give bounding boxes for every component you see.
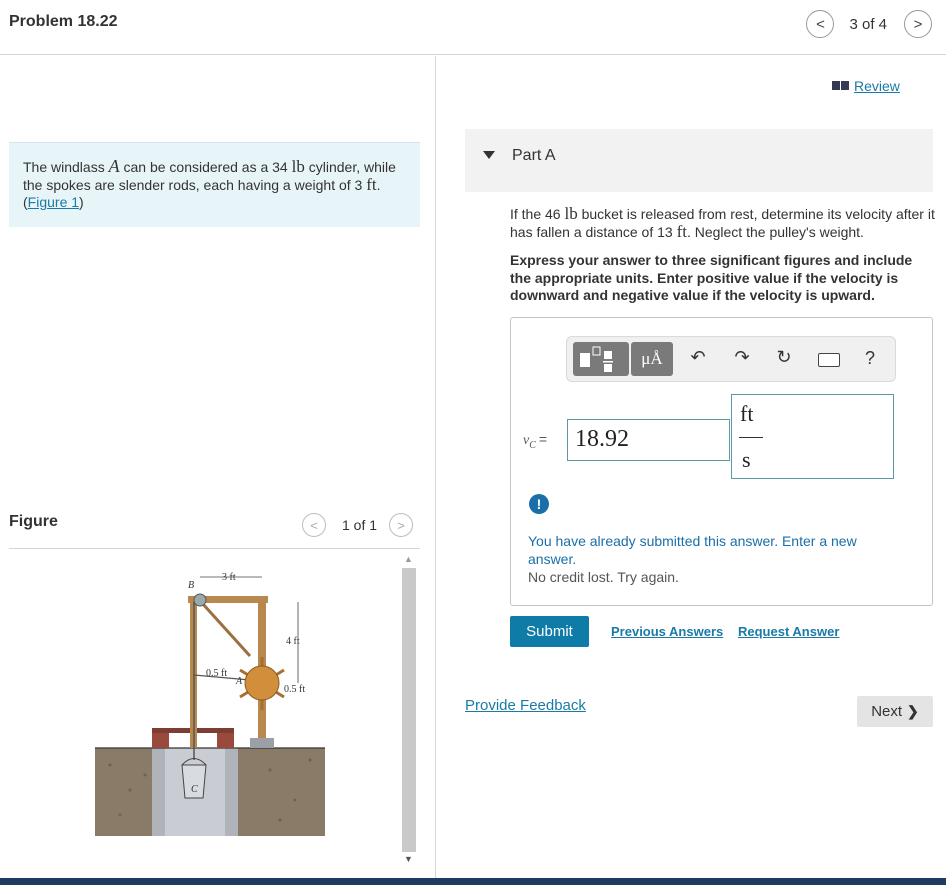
dim-left-label: 0.5 ft — [206, 668, 228, 679]
question-segment: bucket is released from rest, determine its velocity after it has fallen a distance of 13 — [510, 206, 935, 240]
redo-icon[interactable]: ↷ — [734, 347, 750, 367]
figure-scrollbar[interactable] — [399, 550, 418, 872]
problem-pager-text: 3 of 4 — [849, 15, 887, 33]
intro-text: cylinder, while the spokes are slender rods, each having a weight of 3 — [23, 159, 396, 193]
alert-credit: No credit lost. Try again. — [528, 569, 679, 585]
reset-icon[interactable]: ↻ — [776, 347, 792, 367]
request-answer-link[interactable]: Request Answer — [738, 624, 840, 639]
brace — [202, 603, 250, 656]
unit-denominator: s — [742, 447, 751, 472]
dim-side-label: 4 ft — [286, 636, 300, 647]
value-input[interactable]: 18.92 — [567, 419, 730, 461]
problem-intro — [9, 142, 420, 227]
intro-text: The windlass — [23, 159, 109, 175]
units-button[interactable]: μÅ — [631, 342, 673, 376]
intro-text: . ( — [23, 177, 381, 210]
next-figure-button[interactable]: > — [389, 513, 413, 537]
label-a: A — [236, 676, 243, 687]
intro-text: ) — [79, 194, 84, 210]
problem-pager — [806, 10, 932, 38]
undo-icon[interactable]: ↶ — [690, 347, 706, 367]
question-text — [510, 205, 935, 241]
equals-sign: = — [538, 431, 548, 447]
figure-divider — [9, 548, 420, 549]
bottom-bar — [0, 878, 946, 885]
keyboard-icon[interactable] — [818, 353, 840, 367]
provide-feedback-link[interactable]: Provide Feedback — [465, 697, 586, 714]
review-link[interactable] — [832, 78, 900, 94]
dim-top-label: 3 ft — [222, 572, 236, 583]
submit-button[interactable]: Submit — [510, 616, 589, 647]
figure-pager — [302, 513, 413, 537]
prev-problem-button[interactable]: < — [806, 10, 834, 38]
label-b: B — [188, 580, 195, 591]
windlass-figure — [90, 560, 330, 840]
question-segment: . Neglect the pulley's weight. — [686, 224, 864, 240]
unit-numerator: ft — [740, 401, 754, 426]
intro-var-a: A — [108, 156, 120, 176]
caret-down-icon[interactable] — [483, 151, 495, 159]
panel-divider[interactable] — [435, 56, 436, 878]
review-label[interactable]: Review — [854, 78, 900, 94]
var-subscript: C — [529, 439, 536, 451]
problem-title: Problem 18.22 — [9, 13, 118, 30]
intro-unit-lb: lb — [291, 157, 305, 176]
intro-unit-ft: ft — [366, 175, 377, 194]
answer-variable-label — [523, 431, 547, 451]
intro-text: can be considered as a 34 — [119, 159, 292, 175]
next-problem-button[interactable]: > — [904, 10, 932, 38]
help-icon[interactable]: ? — [865, 348, 876, 368]
var-v: v — [523, 433, 530, 448]
alert-icon: ! — [529, 494, 549, 514]
post-base — [250, 738, 274, 748]
alert-message: You have already submitted this answer. Enter a new answer. — [528, 533, 857, 567]
question-unit-lb: lb — [564, 204, 578, 223]
previous-answers-link[interactable]: Previous Answers — [611, 624, 724, 639]
math-toolbar — [566, 336, 896, 382]
chevron-right-icon: ❯ — [907, 703, 919, 719]
well-wall-left — [152, 748, 165, 836]
dim-right-label: 0.5 ft — [284, 684, 306, 695]
figure-link[interactable]: Figure 1 — [27, 194, 80, 210]
scroll-up-arrow-icon[interactable]: ▲ — [404, 554, 413, 564]
question-segment: If the 46 — [510, 206, 565, 222]
label-c: C — [191, 784, 198, 795]
header-bar — [0, 0, 946, 55]
prev-figure-button[interactable]: < — [302, 513, 326, 537]
windlass-a — [245, 666, 279, 700]
question-unit-ft: ft — [676, 222, 687, 241]
templates-button[interactable] — [573, 342, 629, 376]
figure-pager-text: 1 of 1 — [342, 517, 378, 533]
fraction-bar — [739, 437, 763, 438]
answer-instruction: Express your answer to three significant figures and include the appropriate units. Enter positive value if the velocity is downward and negative value if the velocity is upward. — [510, 252, 913, 303]
pulley-b — [194, 594, 206, 606]
figure-label: Figure — [9, 513, 58, 530]
part-a-header[interactable] — [465, 129, 933, 192]
next-button[interactable] — [857, 696, 933, 727]
scroll-down-arrow-icon[interactable]: ▼ — [404, 854, 413, 864]
well-wall-right — [225, 748, 238, 836]
scroll-thumb[interactable] — [402, 568, 416, 852]
next-label: Next — [871, 703, 903, 720]
units-input[interactable] — [731, 394, 894, 479]
templates-icon — [573, 342, 629, 376]
book-icon — [832, 81, 850, 91]
part-label: Part A — [512, 147, 556, 164]
answer-box — [510, 317, 933, 606]
